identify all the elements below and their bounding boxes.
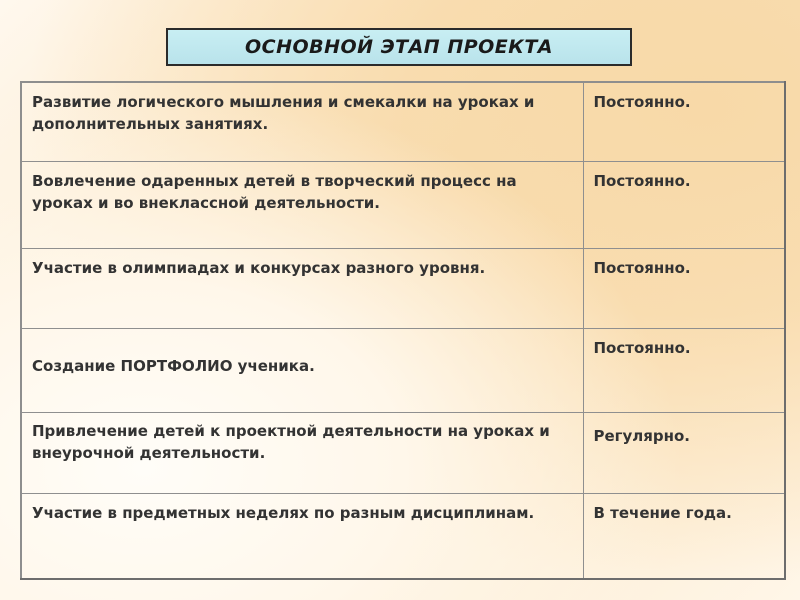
table-row bbox=[21, 328, 785, 412]
task-cell bbox=[21, 328, 583, 412]
task-text: Участие в предметных неделях по разным дисциплинам. bbox=[32, 503, 535, 522]
period-text: Постоянно. bbox=[593, 338, 691, 357]
table-row bbox=[21, 82, 785, 161]
period-cell bbox=[583, 161, 785, 248]
table-row bbox=[21, 248, 785, 328]
task-text: Создание ПОРТФОЛИО ученика. bbox=[32, 357, 315, 375]
period-text: В течение года. bbox=[593, 503, 732, 522]
period-cell bbox=[583, 493, 785, 579]
task-text: Вовлечение одаренных детей в творческий процесс на уроках и во внеклассной деятельности. bbox=[32, 171, 517, 212]
period-cell bbox=[583, 412, 785, 493]
period-text: Постоянно. bbox=[593, 93, 691, 111]
slide-title-box bbox=[166, 28, 632, 66]
table-row bbox=[21, 493, 785, 579]
task-text: Участие в олимпиадах и конкурсах разного уровня. bbox=[32, 258, 486, 277]
slide-title: ОСНОВНОЙ ЭТАП ПРОЕКТА bbox=[245, 36, 553, 58]
task-cell bbox=[21, 248, 583, 328]
task-cell bbox=[21, 82, 583, 161]
period-text: Регулярно. bbox=[593, 426, 691, 445]
period-cell bbox=[583, 82, 785, 161]
project-stage-table bbox=[20, 81, 786, 580]
period-cell bbox=[583, 248, 785, 328]
task-cell bbox=[21, 161, 583, 248]
task-text: Привлечение детей к проектной деятельности на уроках и внеурочной деятельности. bbox=[32, 421, 550, 462]
period-text: Постоянно. bbox=[593, 171, 691, 190]
task-cell bbox=[21, 493, 583, 579]
task-text: Развитие логического мышления и смекалки на уроках и дополнительных занятиях. bbox=[32, 93, 535, 133]
table-row bbox=[21, 412, 785, 493]
task-cell bbox=[21, 412, 583, 493]
period-cell bbox=[583, 328, 785, 412]
period-text: Постоянно. bbox=[593, 258, 691, 277]
table-row bbox=[21, 161, 785, 248]
